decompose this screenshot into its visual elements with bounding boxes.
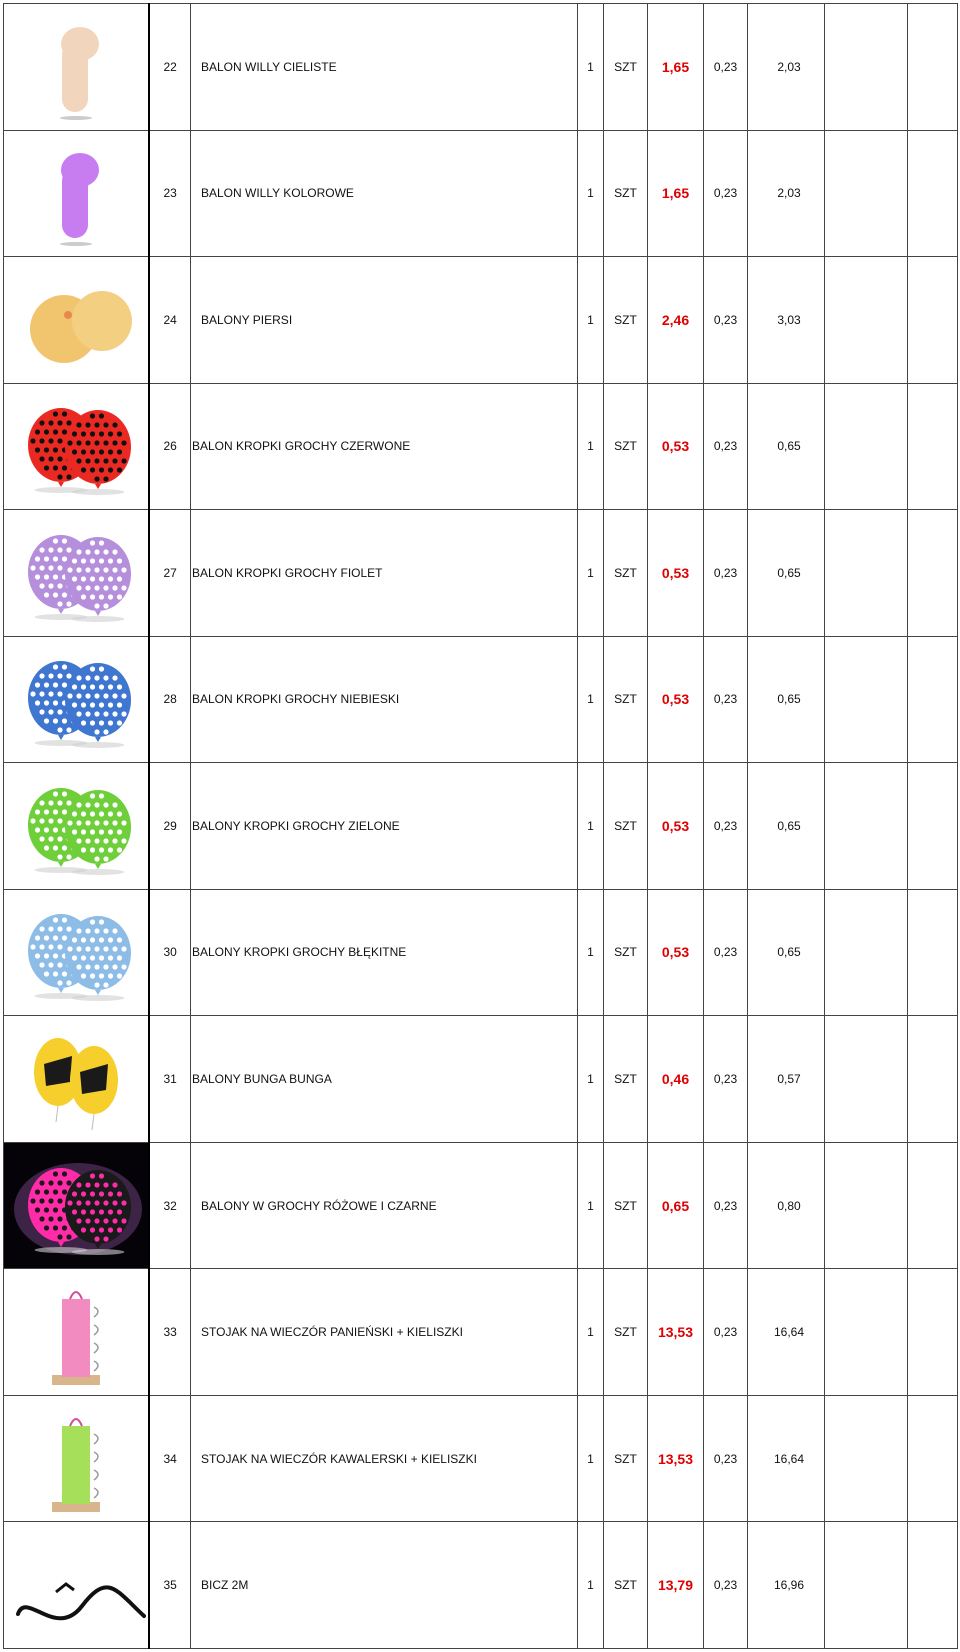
price-table [3, 3, 958, 1649]
table-row [4, 1016, 958, 1143]
polka-dot-balloons-red-image [6, 391, 146, 501]
gross-price: 0,65 [748, 510, 825, 637]
table-row [4, 257, 958, 384]
table-row [4, 636, 958, 763]
gross-price: 0,57 [748, 1016, 825, 1143]
product-image-cell [4, 257, 149, 384]
empty-cell [908, 1016, 958, 1143]
table-row [4, 1142, 958, 1269]
unit: SZT [604, 1142, 648, 1269]
quantity: 1 [578, 510, 604, 637]
unit: SZT [604, 1395, 648, 1522]
product-number: 32 [149, 1142, 191, 1269]
empty-cell [908, 510, 958, 637]
vat-rate: 0,23 [704, 763, 748, 890]
table-row [4, 1395, 958, 1522]
quantity: 1 [578, 889, 604, 1016]
product-number: 27 [149, 510, 191, 637]
empty-cell [825, 4, 908, 131]
table-row [4, 1522, 958, 1649]
product-number: 34 [149, 1395, 191, 1522]
gross-price: 0,65 [748, 636, 825, 763]
empty-cell [908, 1522, 958, 1649]
table-row [4, 383, 958, 510]
gross-price: 2,03 [748, 130, 825, 257]
vat-rate: 0,23 [704, 257, 748, 384]
unit: SZT [604, 510, 648, 637]
net-price: 0,53 [648, 510, 704, 637]
vat-rate: 0,23 [704, 1522, 748, 1649]
quantity: 1 [578, 383, 604, 510]
bachelor-stand-image [6, 1404, 146, 1514]
gross-price: 16,64 [748, 1395, 825, 1522]
vat-rate: 0,23 [704, 383, 748, 510]
unit: SZT [604, 1016, 648, 1143]
gross-price: 0,65 [748, 889, 825, 1016]
unit: SZT [604, 763, 648, 890]
unit: SZT [604, 130, 648, 257]
quantity: 1 [578, 1016, 604, 1143]
empty-cell [825, 130, 908, 257]
gross-price: 16,96 [748, 1522, 825, 1649]
quantity: 1 [578, 1395, 604, 1522]
product-name: BALON KROPKI GROCHY NIEBIESKI [191, 636, 578, 763]
gross-price: 2,03 [748, 4, 825, 131]
gross-price: 0,65 [748, 383, 825, 510]
breast-balloons-image [6, 265, 146, 375]
empty-cell [908, 130, 958, 257]
empty-cell [908, 1395, 958, 1522]
product-name: STOJAK NA WIECZÓR KAWALERSKI + KIELISZKI [191, 1395, 578, 1522]
net-price: 0,65 [648, 1142, 704, 1269]
product-number: 28 [149, 636, 191, 763]
empty-cell [908, 257, 958, 384]
vat-rate: 0,23 [704, 510, 748, 637]
product-name: BALON WILLY CIELISTE [191, 4, 578, 131]
willy-balloon-nude-image [6, 12, 146, 122]
unit: SZT [604, 1522, 648, 1649]
empty-cell [908, 1269, 958, 1396]
polka-dot-balloons-light-blue-image [6, 897, 146, 1007]
table-row [4, 889, 958, 1016]
empty-cell [908, 1142, 958, 1269]
product-image-cell [4, 1395, 149, 1522]
vat-rate: 0,23 [704, 1395, 748, 1522]
product-image-cell [4, 1142, 149, 1269]
empty-cell [825, 636, 908, 763]
willy-balloon-purple-image [6, 138, 146, 248]
net-price: 0,53 [648, 636, 704, 763]
product-number: 24 [149, 257, 191, 384]
product-image-cell [4, 383, 149, 510]
net-price: 0,46 [648, 1016, 704, 1143]
product-image-cell [4, 1016, 149, 1143]
product-image-cell [4, 636, 149, 763]
gross-price: 0,80 [748, 1142, 825, 1269]
net-price: 2,46 [648, 257, 704, 384]
table-row [4, 763, 958, 890]
vat-rate: 0,23 [704, 636, 748, 763]
gross-price: 0,65 [748, 763, 825, 890]
vat-rate: 0,23 [704, 1269, 748, 1396]
empty-cell [825, 383, 908, 510]
empty-cell [825, 257, 908, 384]
product-image-cell [4, 889, 149, 1016]
product-number: 22 [149, 4, 191, 131]
unit: SZT [604, 889, 648, 1016]
product-number: 35 [149, 1522, 191, 1649]
product-number: 31 [149, 1016, 191, 1143]
unit: SZT [604, 636, 648, 763]
product-number: 33 [149, 1269, 191, 1396]
empty-cell [825, 1395, 908, 1522]
empty-cell [825, 1016, 908, 1143]
product-name: BALONY PIERSI [191, 257, 578, 384]
product-name: BALONY KROPKI GROCHY BŁĘKITNE [191, 889, 578, 1016]
vat-rate: 0,23 [704, 4, 748, 131]
unit: SZT [604, 4, 648, 131]
empty-cell [825, 889, 908, 1016]
product-name: BALON KROPKI GROCHY CZERWONE [191, 383, 578, 510]
product-number: 26 [149, 383, 191, 510]
vat-rate: 0,23 [704, 1016, 748, 1143]
empty-cell [825, 510, 908, 637]
product-image-cell [4, 510, 149, 637]
unit: SZT [604, 383, 648, 510]
net-price: 13,53 [648, 1269, 704, 1396]
product-image-cell [4, 4, 149, 131]
unit: SZT [604, 257, 648, 384]
product-name: BICZ 2M [191, 1522, 578, 1649]
empty-cell [825, 1522, 908, 1649]
quantity: 1 [578, 4, 604, 131]
product-number: 23 [149, 130, 191, 257]
table-row [4, 130, 958, 257]
gross-price: 3,03 [748, 257, 825, 384]
product-number: 29 [149, 763, 191, 890]
table-body [4, 4, 958, 1649]
vat-rate: 0,23 [704, 1142, 748, 1269]
polka-dot-balloons-blue-image [6, 644, 146, 754]
table-row [4, 510, 958, 637]
quantity: 1 [578, 763, 604, 890]
bunga-bunga-balloons-image [6, 1024, 146, 1134]
product-name: STOJAK NA WIECZÓR PANIEŃSKI + KIELISZKI [191, 1269, 578, 1396]
product-image-cell [4, 1269, 149, 1396]
product-name: BALONY W GROCHY RÓŻOWE I CZARNE [191, 1142, 578, 1269]
product-number: 30 [149, 889, 191, 1016]
product-name: BALON KROPKI GROCHY FIOLET [191, 510, 578, 637]
net-price: 13,53 [648, 1395, 704, 1522]
table-row [4, 4, 958, 131]
net-price: 1,65 [648, 4, 704, 131]
product-image-cell [4, 1522, 149, 1649]
product-image-cell [4, 130, 149, 257]
quantity: 1 [578, 636, 604, 763]
empty-cell [908, 636, 958, 763]
quantity: 1 [578, 1269, 604, 1396]
bachelorette-stand-image [6, 1277, 146, 1387]
vat-rate: 0,23 [704, 889, 748, 1016]
polka-dot-balloons-green-image [6, 771, 146, 881]
whip-image [6, 1530, 146, 1640]
quantity: 1 [578, 130, 604, 257]
quantity: 1 [578, 1522, 604, 1649]
polka-dot-balloons-pink-black-image [6, 1151, 146, 1261]
product-name: BALON WILLY KOLOROWE [191, 130, 578, 257]
product-image-cell [4, 763, 149, 890]
product-name: BALONY KROPKI GROCHY ZIELONE [191, 763, 578, 890]
empty-cell [825, 1269, 908, 1396]
net-price: 1,65 [648, 130, 704, 257]
unit: SZT [604, 1269, 648, 1396]
product-name: BALONY BUNGA BUNGA [191, 1016, 578, 1143]
table-row [4, 1269, 958, 1396]
net-price: 13,79 [648, 1522, 704, 1649]
quantity: 1 [578, 1142, 604, 1269]
gross-price: 16,64 [748, 1269, 825, 1396]
vat-rate: 0,23 [704, 130, 748, 257]
empty-cell [908, 889, 958, 1016]
net-price: 0,53 [648, 763, 704, 890]
empty-cell [908, 763, 958, 890]
net-price: 0,53 [648, 383, 704, 510]
empty-cell [908, 4, 958, 131]
polka-dot-balloons-violet-image [6, 518, 146, 628]
empty-cell [825, 1142, 908, 1269]
empty-cell [825, 763, 908, 890]
empty-cell [908, 383, 958, 510]
net-price: 0,53 [648, 889, 704, 1016]
quantity: 1 [578, 257, 604, 384]
